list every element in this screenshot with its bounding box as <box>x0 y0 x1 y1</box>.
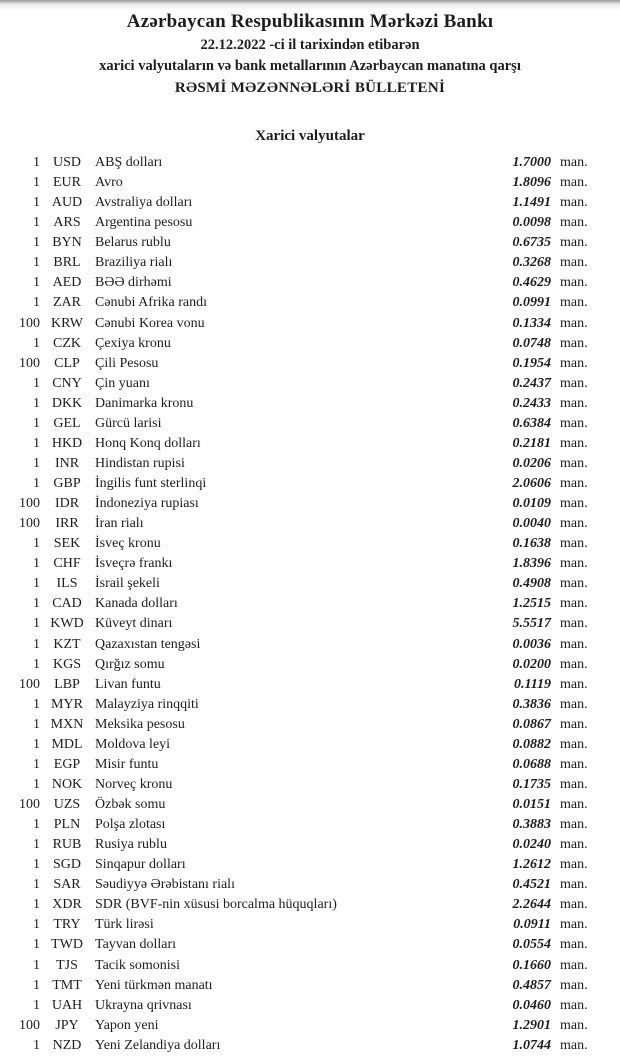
rate-value-cell: 0.3268 <box>512 255 551 271</box>
table-row <box>0 253 620 273</box>
subtitle-line-1: xarici valyutaların və bank metallarının Azərbaycan manatına qarşı <box>99 58 521 74</box>
currency-name-cell: Avstraliya dolları <box>95 195 193 211</box>
currency-code-cell: CNY <box>52 375 82 391</box>
currency-code-cell: KZT <box>53 636 81 652</box>
currency-code-cell: IDR <box>54 496 80 512</box>
rate-value-cell: 1.8396 <box>512 556 551 572</box>
table-row <box>0 775 620 795</box>
unit-label-cell: man. <box>560 716 588 732</box>
rate-value-cell: 0.0098 <box>512 215 551 231</box>
unit-label-cell: man. <box>560 576 588 592</box>
table-row <box>0 956 620 976</box>
currency-code-cell: NOK <box>51 776 83 792</box>
quantity-cell: 1 <box>33 636 40 652</box>
currency-code-cell: HKD <box>51 435 83 451</box>
rate-value-cell: 0.4857 <box>512 977 551 993</box>
currency-code-cell: LBP <box>54 676 80 692</box>
table-row <box>0 835 620 855</box>
currency-name-cell: İsrail şekeli <box>95 576 160 592</box>
rate-value-cell: 0.0867 <box>512 716 551 732</box>
currency-name-cell: Hindistan rupisi <box>95 455 185 471</box>
rate-value-cell: 0.6384 <box>512 415 551 431</box>
unit-label-cell: man. <box>560 395 588 411</box>
currency-code-cell: MYR <box>51 696 83 712</box>
rate-value-cell: 0.3883 <box>512 817 551 833</box>
table-row <box>0 935 620 955</box>
currency-code-cell: CAD <box>52 596 82 612</box>
currency-code-cell: PLN <box>53 817 81 833</box>
table-row <box>0 414 620 434</box>
quantity-cell: 100 <box>19 1017 40 1033</box>
currency-name-cell: Çexiya kronu <box>95 335 171 351</box>
currency-name-cell: Malayziya rinqqiti <box>95 696 199 712</box>
quantity-cell: 1 <box>33 977 40 993</box>
currency-name-cell: Argentina pesosu <box>95 215 193 231</box>
rate-value-cell: 2.2644 <box>512 897 551 913</box>
table-row <box>0 354 620 374</box>
quantity-cell: 1 <box>33 736 40 752</box>
unit-label-cell: man. <box>560 696 588 712</box>
rate-value-cell: 1.8096 <box>512 175 551 191</box>
currency-code-cell: TMT <box>52 977 82 993</box>
currency-code-cell: ARS <box>53 215 81 231</box>
quantity-cell: 1 <box>33 997 40 1013</box>
quantity-cell: 1 <box>33 255 40 271</box>
unit-label-cell: man. <box>560 1037 588 1053</box>
unit-label-cell: man. <box>560 315 588 331</box>
currency-code-cell: KRW <box>51 315 83 331</box>
rate-value-cell: 0.0240 <box>512 837 551 853</box>
table-row <box>0 855 620 875</box>
unit-label-cell: man. <box>560 195 588 211</box>
currency-code-cell: BRL <box>53 255 81 271</box>
quantity-cell: 1 <box>33 937 40 953</box>
quantity-cell: 100 <box>19 797 40 812</box>
subtitle-line-2: RƏSMİ MƏZƏNNƏLƏRİ BÜLLETENİ <box>174 80 446 96</box>
currency-name-cell: Moldova leyi <box>95 736 171 752</box>
rate-value-cell: 5.5517 <box>512 616 551 632</box>
unit-label-cell: man. <box>560 335 588 351</box>
table-row <box>0 213 620 233</box>
unit-label-cell: man. <box>560 817 588 833</box>
table-row <box>0 755 620 775</box>
currency-name-cell: Polşa zlotası <box>95 817 166 833</box>
table-row <box>0 695 620 715</box>
quantity-cell: 100 <box>19 315 40 331</box>
currency-code-cell: SGD <box>52 857 81 873</box>
unit-label-cell: man. <box>560 295 588 311</box>
rate-value-cell: 0.0151 <box>512 797 551 812</box>
unit-label-cell: man. <box>560 977 588 993</box>
rate-value-cell: 0.0206 <box>512 455 551 471</box>
table-row <box>0 635 620 655</box>
table-row <box>0 574 620 594</box>
currency-name-cell: Tayvan dolları <box>95 937 177 953</box>
currency-name-cell: Danimarka kronu <box>95 395 194 411</box>
table-row <box>0 996 620 1016</box>
rate-value-cell: 0.0109 <box>512 496 551 512</box>
quantity-cell: 1 <box>33 596 40 612</box>
rate-value-cell: 0.4908 <box>512 576 551 592</box>
currency-name-cell: Ukrayna qrivnası <box>95 997 192 1013</box>
quantity-cell: 1 <box>33 415 40 431</box>
currency-name-cell: Qazaxıstan tengəsi <box>95 636 201 652</box>
unit-label-cell: man. <box>560 736 588 752</box>
rate-value-cell: 0.4629 <box>512 275 551 291</box>
currency-code-cell: ZAR <box>53 295 81 311</box>
unit-label-cell: man. <box>560 636 588 652</box>
currency-name-cell: Norveç kronu <box>95 776 173 792</box>
unit-label-cell: man. <box>560 676 588 692</box>
currency-name-cell: Çili Pesosu <box>95 355 159 371</box>
unit-label-cell: man. <box>560 536 588 552</box>
quantity-cell: 1 <box>33 696 40 712</box>
rate-value-cell: 0.1638 <box>512 536 551 552</box>
currency-name-cell: İsveç kronu <box>95 536 161 552</box>
table-row <box>0 675 620 695</box>
unit-label-cell: man. <box>560 435 588 451</box>
rate-value-cell: 1.1491 <box>512 195 551 211</box>
table-row <box>0 1036 620 1056</box>
quantity-cell: 1 <box>33 455 40 471</box>
unit-label-cell: man. <box>560 596 588 612</box>
currency-code-cell: MDL <box>51 736 83 752</box>
currency-name-cell: Sinqapur dolları <box>95 857 186 873</box>
currency-name-cell: Yeni Zelandiya dolları <box>95 1037 221 1053</box>
rate-value-cell: 2.0606 <box>512 476 551 491</box>
currency-name-cell: Misir funtu <box>95 756 159 772</box>
table-row <box>0 795 620 815</box>
unit-label-cell: man. <box>560 215 588 231</box>
rate-value-cell: 0.1735 <box>512 776 551 792</box>
quantity-cell: 1 <box>33 536 40 552</box>
currency-code-cell: SAR <box>53 877 81 893</box>
table-row <box>0 1016 620 1036</box>
quantity-cell: 100 <box>19 516 40 532</box>
table-row <box>0 474 620 494</box>
quantity-cell: 1 <box>33 476 40 491</box>
currency-name-cell: ABŞ dolları <box>95 155 163 170</box>
quantity-cell: 1 <box>33 435 40 451</box>
currency-code-cell: KGS <box>52 656 81 672</box>
unit-label-cell: man. <box>560 455 588 471</box>
currency-name-cell: Gürcü larisi <box>95 415 162 431</box>
unit-label-cell: man. <box>560 857 588 873</box>
rate-value-cell: 1.2901 <box>512 1017 551 1033</box>
quantity-cell: 1 <box>33 195 40 211</box>
quantity-cell: 1 <box>33 716 40 732</box>
currency-code-cell: USD <box>52 155 81 170</box>
table-row <box>0 735 620 755</box>
currency-name-cell: Meksika pesosu <box>95 716 185 732</box>
currency-name-cell: BƏƏ dirhəmi <box>95 275 172 291</box>
table-row <box>0 875 620 895</box>
unit-label-cell: man. <box>560 255 588 271</box>
page-title: Azərbaycan Respublikasının Mərkəzi Bankı <box>126 11 494 32</box>
table-row <box>0 374 620 394</box>
quantity-cell: 1 <box>33 1037 40 1053</box>
table-row <box>0 314 620 334</box>
rate-value-cell: 1.7000 <box>512 155 551 170</box>
quantity-cell: 1 <box>33 395 40 411</box>
unit-label-cell: man. <box>560 375 588 391</box>
currency-name-cell: Qırğız somu <box>95 656 165 672</box>
currency-code-cell: IRR <box>55 516 79 532</box>
table-row <box>0 233 620 253</box>
rate-value-cell: 0.0688 <box>512 756 551 772</box>
quantity-cell: 1 <box>33 756 40 772</box>
unit-label-cell: man. <box>560 496 588 512</box>
quantity-cell: 1 <box>33 215 40 231</box>
currency-code-cell: SEK <box>53 536 81 552</box>
currency-name-cell: Tacik somonisi <box>95 957 180 973</box>
unit-label-cell: man. <box>560 897 588 913</box>
rate-value-cell: 0.0748 <box>512 335 551 351</box>
currency-code-cell: EGP <box>53 756 81 772</box>
currency-code-cell: TJS <box>56 957 78 973</box>
rate-value-cell: 0.0040 <box>512 516 551 532</box>
currency-name-cell: Yeni türkmən manatı <box>95 977 213 993</box>
rate-value-cell: 0.0036 <box>512 636 551 652</box>
table-row <box>0 153 620 173</box>
currency-name-cell: Cənubi Korea vonu <box>95 315 205 331</box>
currency-code-cell: ILS <box>56 576 78 592</box>
unit-label-cell: man. <box>560 616 588 632</box>
rate-value-cell: 0.4521 <box>512 877 551 893</box>
currency-name-cell: Braziliya rialı <box>95 255 173 271</box>
currency-name-cell: Honq Konq dolları <box>95 435 201 451</box>
currency-code-cell: XDR <box>52 897 82 913</box>
currency-name-cell: İngilis funt sterlinqi <box>95 476 207 491</box>
quantity-cell: 100 <box>19 355 40 371</box>
quantity-cell: 1 <box>33 295 40 311</box>
quantity-cell: 1 <box>33 155 40 170</box>
rate-value-cell: 0.0882 <box>512 736 551 752</box>
quantity-cell: 1 <box>33 817 40 833</box>
rate-value-cell: 1.2612 <box>512 857 551 873</box>
rate-value-cell: 0.0460 <box>512 997 551 1013</box>
unit-label-cell: man. <box>560 556 588 572</box>
unit-label-cell: man. <box>560 756 588 772</box>
currency-name-cell: Türk lirəsi <box>95 917 154 933</box>
rate-value-cell: 0.6735 <box>512 235 551 251</box>
unit-label-cell: man. <box>560 235 588 251</box>
currency-name-cell: Belarus rublu <box>95 235 171 251</box>
unit-label-cell: man. <box>560 476 588 491</box>
currency-code-cell: GEL <box>53 415 81 431</box>
currency-name-cell: Rusiya rublu <box>95 837 167 853</box>
rate-value-cell: 0.1660 <box>512 957 551 973</box>
currency-code-cell: KWD <box>50 616 84 632</box>
unit-label-cell: man. <box>560 175 588 191</box>
currency-code-cell: UZS <box>53 797 81 812</box>
quantity-cell: 100 <box>19 496 40 512</box>
unit-label-cell: man. <box>560 155 588 170</box>
rate-value-cell: 0.1334 <box>512 315 551 331</box>
table-row <box>0 293 620 313</box>
quantity-cell: 100 <box>19 676 40 692</box>
section-title-foreign-currencies: Xarici valyutalar <box>255 128 365 144</box>
table-row <box>0 394 620 414</box>
currency-name-cell: İsveçrə frankı <box>95 556 173 572</box>
rate-value-cell: 1.0744 <box>512 1037 551 1053</box>
quantity-cell: 1 <box>33 556 40 572</box>
currency-name-cell: Yapon yeni <box>95 1017 159 1033</box>
rate-value-cell: 0.2437 <box>512 375 551 391</box>
table-row <box>0 193 620 213</box>
unit-label-cell: man. <box>560 1017 588 1033</box>
table-row <box>0 655 620 675</box>
quantity-cell: 1 <box>33 576 40 592</box>
currency-code-cell: TRY <box>53 917 81 933</box>
currency-code-cell: NZD <box>52 1037 82 1053</box>
quantity-cell: 1 <box>33 776 40 792</box>
unit-label-cell: man. <box>560 776 588 792</box>
table-row <box>0 173 620 193</box>
currency-code-cell: UAH <box>51 997 83 1013</box>
rate-value-cell: 0.3836 <box>512 696 551 712</box>
quantity-cell: 1 <box>33 917 40 933</box>
currency-code-cell: CHF <box>53 556 81 572</box>
currency-name-cell: İndoneziya rupiası <box>95 496 199 512</box>
rate-value-cell: 1.2515 <box>512 596 551 612</box>
currency-code-cell: AED <box>52 275 82 291</box>
currency-name-cell: Livan funtu <box>95 676 161 692</box>
currency-code-cell: DKK <box>51 395 83 411</box>
unit-label-cell: man. <box>560 355 588 371</box>
quantity-cell: 1 <box>33 656 40 672</box>
table-row <box>0 434 620 454</box>
quantity-cell: 1 <box>33 275 40 291</box>
unit-label-cell: man. <box>560 937 588 953</box>
unit-label-cell: man. <box>560 797 588 812</box>
rate-value-cell: 0.0911 <box>513 917 551 933</box>
currency-name-cell: Çin yuanı <box>95 375 150 391</box>
currency-name-cell: Özbək somu <box>95 797 166 812</box>
bulletin-header <box>0 0 620 99</box>
quantity-cell: 1 <box>33 616 40 632</box>
table-row <box>0 554 620 574</box>
table-row <box>0 976 620 996</box>
currency-code-cell: TWD <box>51 937 83 953</box>
currency-code-cell: RUB <box>52 837 82 853</box>
table-row <box>0 514 620 534</box>
unit-label-cell: man. <box>560 516 588 532</box>
effective-date-line: 22.12.2022 -ci il tarixindən etibarən <box>200 37 420 53</box>
currency-code-cell: EUR <box>53 175 81 191</box>
table-row <box>0 614 620 634</box>
currency-name-cell: Avro <box>95 175 123 191</box>
unit-label-cell: man. <box>560 837 588 853</box>
currency-code-cell: AUD <box>51 195 83 211</box>
currency-code-cell: BYN <box>52 235 82 251</box>
quantity-cell: 1 <box>33 175 40 191</box>
unit-label-cell: man. <box>560 415 588 431</box>
quantity-cell: 1 <box>33 877 40 893</box>
unit-label-cell: man. <box>560 957 588 973</box>
table-row <box>0 895 620 915</box>
currency-name-cell: Səudiyyə Ərəbistanı rialı <box>95 877 235 893</box>
quantity-cell: 1 <box>33 375 40 391</box>
table-row <box>0 334 620 354</box>
table-row <box>0 715 620 735</box>
unit-label-cell: man. <box>560 877 588 893</box>
quantity-cell: 1 <box>33 897 40 913</box>
rate-value-cell: 0.0991 <box>512 295 551 311</box>
currency-code-cell: MXN <box>50 716 84 732</box>
currency-name-cell: SDR (BVF-nin xüsusi borcalma hüquqları) <box>95 897 337 913</box>
currency-name-cell: Küveyt dinarı <box>95 616 173 632</box>
table-row <box>0 454 620 474</box>
table-row <box>0 534 620 554</box>
quantity-cell: 1 <box>33 957 40 973</box>
rates-table <box>0 153 620 1056</box>
quantity-cell: 1 <box>33 837 40 853</box>
rate-value-cell: 0.2181 <box>512 435 551 451</box>
table-row <box>0 915 620 935</box>
rate-value-cell: 0.1119 <box>514 676 551 692</box>
currency-code-cell: GBP <box>53 476 81 491</box>
currency-code-cell: INR <box>54 455 80 471</box>
unit-label-cell: man. <box>560 275 588 291</box>
rate-value-cell: 0.2433 <box>512 395 551 411</box>
quantity-cell: 1 <box>33 235 40 251</box>
quantity-cell: 1 <box>33 335 40 351</box>
table-row <box>0 594 620 614</box>
currency-code-cell: CZK <box>53 335 81 351</box>
currency-code-cell: JPY <box>55 1017 79 1033</box>
unit-label-cell: man. <box>560 997 588 1013</box>
currency-name-cell: Kanada dolları <box>95 596 178 612</box>
currency-name-cell: Cənubi Afrika randı <box>95 295 207 311</box>
currency-code-cell: CLP <box>54 355 80 371</box>
rate-value-cell: 0.0554 <box>512 937 551 953</box>
unit-label-cell: man. <box>560 917 588 933</box>
unit-label-cell: man. <box>560 656 588 672</box>
rate-value-cell: 0.1954 <box>512 355 551 371</box>
quantity-cell: 1 <box>33 857 40 873</box>
rate-value-cell: 0.0200 <box>512 656 551 672</box>
currency-name-cell: İran rialı <box>95 516 144 532</box>
table-row <box>0 815 620 835</box>
table-row <box>0 273 620 293</box>
table-row <box>0 494 620 514</box>
